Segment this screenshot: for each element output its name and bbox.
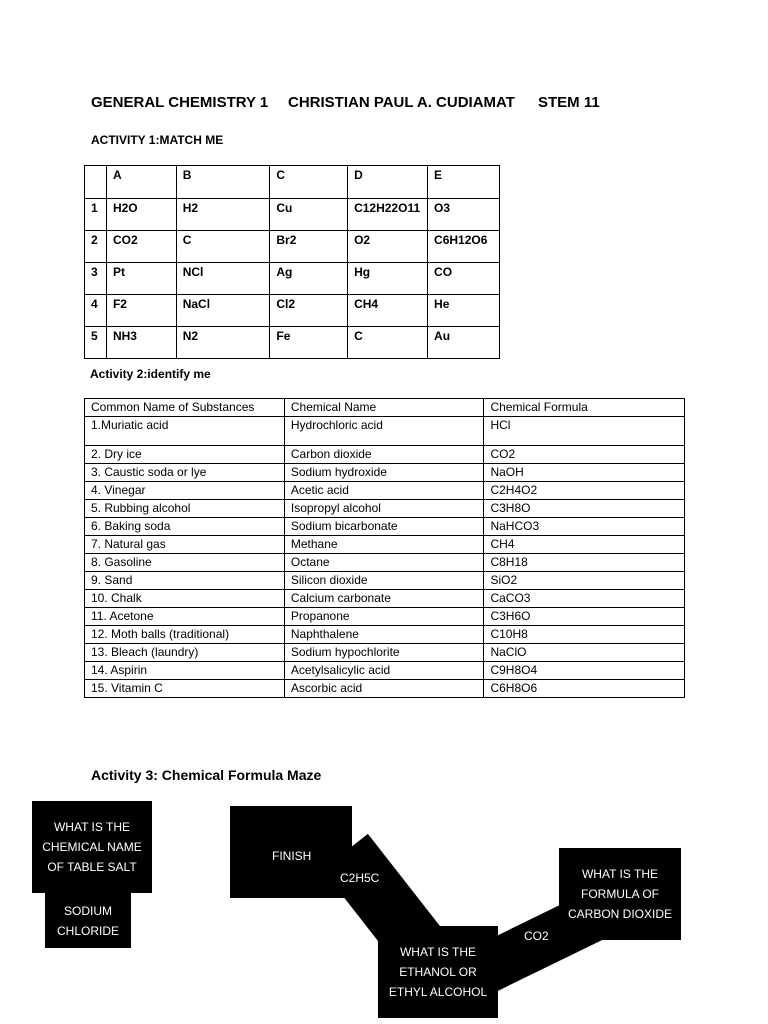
table-cell: Octane (284, 554, 484, 572)
table-row (85, 536, 685, 554)
table-cell: 10. Chalk (85, 590, 285, 608)
activity3-title: Activity 3: Chemical Formula Maze (91, 767, 322, 783)
table-cell: 15. Vitamin C (85, 680, 285, 698)
table-cell: 12. Moth balls (traditional) (85, 626, 285, 644)
table-row (85, 608, 685, 626)
table-row (85, 518, 685, 536)
table-cell: Propanone (284, 608, 484, 626)
table-cell: 5. Rubbing alcohol (85, 500, 285, 518)
table-cell: 4. Vinegar (85, 482, 285, 500)
maze-question-ethanol: WHAT IS THE ETHANOL OR ETHYL ALCOHOL (378, 926, 498, 1018)
table-cell: C (270, 166, 348, 199)
table-cell: 4 (85, 295, 107, 327)
table-cell: C6H8O6 (484, 680, 685, 698)
maze-ethanol-formula: C2H5C (340, 871, 380, 885)
table-row (85, 662, 685, 680)
table-cell: Cl2 (270, 295, 348, 327)
table-cell: HCl (484, 417, 685, 446)
table-cell: 5 (85, 327, 107, 359)
activity1-table (84, 165, 500, 359)
table-cell: C (176, 231, 270, 263)
table-row (85, 295, 500, 327)
table-cell: B (176, 166, 270, 199)
table-cell: N2 (176, 327, 270, 359)
table-cell: E (428, 166, 500, 199)
table-cell: Sodium hydroxide (284, 464, 484, 482)
table-cell: Naphthalene (284, 626, 484, 644)
table-cell: C10H8 (484, 626, 685, 644)
table-cell: F2 (106, 295, 176, 327)
finish-label: FINISH (272, 849, 312, 863)
student-name: CHRISTIAN PAUL A. CUDIAMAT (288, 94, 515, 111)
table-cell: Cu (270, 199, 348, 231)
table-cell: 1.Muriatic acid (85, 417, 285, 446)
table-row (85, 572, 685, 590)
table-cell: Methane (284, 536, 484, 554)
table-header-row (85, 166, 500, 199)
table-cell: CH4 (348, 295, 428, 327)
table-cell: 7. Natural gas (85, 536, 285, 554)
table-cell (85, 166, 107, 199)
table-cell: 11. Acetone (85, 608, 285, 626)
activity2-title: Activity 2:identify me (90, 367, 211, 381)
maze-question-carbon-dioxide: WHAT IS THE FORMULA OF CARBON DIOXIDE (559, 848, 681, 940)
table-cell: D (348, 166, 428, 199)
table-row (85, 590, 685, 608)
maze-co2-label: CO2 (524, 929, 549, 943)
table-cell: 14. Aspirin (85, 662, 285, 680)
table-row (85, 417, 685, 446)
table-cell: He (428, 295, 500, 327)
table-row (85, 554, 685, 572)
table-cell: C3H6O (484, 608, 685, 626)
table-cell: 3 (85, 263, 107, 295)
table-cell: SiO2 (484, 572, 685, 590)
table-cell: Fe (270, 327, 348, 359)
table-cell: Sodium bicarbonate (284, 518, 484, 536)
table-cell: NaHCO3 (484, 518, 685, 536)
table-cell: Chemical Formula (484, 399, 685, 417)
table-row (85, 199, 500, 231)
table-cell: CO2 (106, 231, 176, 263)
table-header-row (85, 399, 685, 417)
table-cell: Au (428, 327, 500, 359)
activity2-table (84, 398, 685, 698)
table-cell: H2O (106, 199, 176, 231)
table-cell: O2 (348, 231, 428, 263)
table-cell: Acetic acid (284, 482, 484, 500)
table-row (85, 464, 685, 482)
table-row (85, 644, 685, 662)
table-cell: Common Name of Substances (85, 399, 285, 417)
table-cell: C6H12O6 (428, 231, 500, 263)
table-cell: C2H4O2 (484, 482, 685, 500)
table-cell: Hydrochloric acid (284, 417, 484, 446)
table-cell: 8. Gasoline (85, 554, 285, 572)
table-cell: Chemical Name (284, 399, 484, 417)
table-row (85, 327, 500, 359)
table-cell: Hg (348, 263, 428, 295)
table-cell: Ag (270, 263, 348, 295)
course-title: GENERAL CHEMISTRY 1 (91, 94, 269, 111)
table-cell: 2 (85, 231, 107, 263)
strand-label: STEM 11 (538, 94, 600, 111)
table-cell: NCl (176, 263, 270, 295)
table-row (85, 626, 685, 644)
table-row (85, 263, 500, 295)
table-cell: NH3 (106, 327, 176, 359)
table-cell: 6. Baking soda (85, 518, 285, 536)
maze-finish (230, 806, 352, 898)
table-cell: CH4 (484, 536, 685, 554)
table-row (85, 231, 500, 263)
table-row (85, 500, 685, 518)
table-cell: Ascorbic acid (284, 680, 484, 698)
table-cell: C9H8O4 (484, 662, 685, 680)
table-cell: Br2 (270, 231, 348, 263)
table-cell: O3 (428, 199, 500, 231)
table-cell: NaClO (484, 644, 685, 662)
table-cell: 1 (85, 199, 107, 231)
maze-answer-sodium-chloride: SODIUM CHLORIDE (45, 893, 131, 948)
table-cell: C (348, 327, 428, 359)
table-cell: H2 (176, 199, 270, 231)
table-cell: CO2 (484, 446, 685, 464)
table-cell: A (106, 166, 176, 199)
table-cell: 9. Sand (85, 572, 285, 590)
table-cell: NaCl (176, 295, 270, 327)
table-cell: NaOH (484, 464, 685, 482)
table-cell: C8H18 (484, 554, 685, 572)
table-cell: Carbon dioxide (284, 446, 484, 464)
table-cell: C12H22O11 (348, 199, 428, 231)
activity1-title: ACTIVITY 1:MATCH ME (91, 133, 224, 147)
table-cell: Calcium carbonate (284, 590, 484, 608)
table-cell: 2. Dry ice (85, 446, 285, 464)
table-cell: CaCO3 (484, 590, 685, 608)
table-cell: Isopropyl alcohol (284, 500, 484, 518)
maze-question-table-salt: WHAT IS THE CHEMICAL NAME OF TABLE SALT (32, 801, 152, 893)
table-cell: Silicon dioxide (284, 572, 484, 590)
table-cell: 13. Bleach (laundry) (85, 644, 285, 662)
table-row (85, 446, 685, 464)
table-cell: Sodium hypochlorite (284, 644, 484, 662)
table-row (85, 482, 685, 500)
table-cell: CO (428, 263, 500, 295)
table-row (85, 680, 685, 698)
table-cell: Acetylsalicylic acid (284, 662, 484, 680)
table-cell: 3. Caustic soda or lye (85, 464, 285, 482)
table-cell: C3H8O (484, 500, 685, 518)
table-cell: Pt (106, 263, 176, 295)
